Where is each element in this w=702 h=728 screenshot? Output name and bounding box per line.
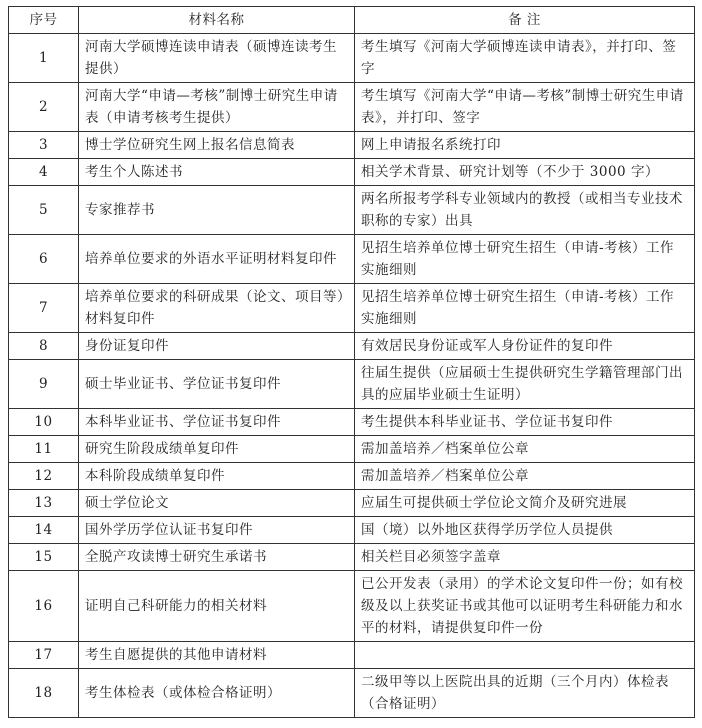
material-name-cell: 硕士学位论文 (79, 490, 355, 517)
header-serial-no: 序号 (9, 7, 79, 34)
remarks-cell: 应届生可提供硕士学位论文简介及研究进展 (355, 490, 695, 517)
table-row (9, 360, 695, 409)
material-name-cell: 考生体检表（或体检合格证明） (79, 669, 355, 718)
remarks-cell: 两名所报考学科专业领域内的教授（或相当专业技术职称的专家）出具 (355, 186, 695, 235)
material-name-cell: 硕士毕业证书、学位证书复印件 (79, 360, 355, 409)
serial-no-cell: 9 (9, 360, 79, 409)
table-row (9, 159, 695, 186)
material-name-cell: 全脱产攻读博士研究生承诺书 (79, 544, 355, 571)
serial-no-cell: 10 (9, 409, 79, 436)
remarks-cell: 考生提供本科毕业证书、学位证书复印件 (355, 409, 695, 436)
material-name-cell: 专家推荐书 (79, 186, 355, 235)
remarks-cell: 需加盖培养／档案单位公章 (355, 463, 695, 490)
serial-no-cell: 6 (9, 235, 79, 284)
table-row (9, 284, 695, 333)
table-row (9, 517, 695, 544)
material-name-cell: 考生自愿提供的其他申请材料 (79, 642, 355, 669)
material-name-cell: 证明自己科研能力的相关材料 (79, 571, 355, 642)
remarks-cell: 见招生培养单位博士研究生招生（申请-考核）工作实施细则 (355, 284, 695, 333)
table-row (9, 186, 695, 235)
remarks-cell: 国（境）以外地区获得学历学位人员提供 (355, 517, 695, 544)
table-row (9, 642, 695, 669)
serial-no-cell: 17 (9, 642, 79, 669)
header-material-name: 材料名称 (79, 7, 355, 34)
remarks-cell: 见招生培养单位博士研究生招生（申请-考核）工作实施细则 (355, 235, 695, 284)
table-row (9, 409, 695, 436)
remarks-cell: 相关学术背景、研究计划等（不少于 3000 字） (355, 159, 695, 186)
serial-no-cell: 13 (9, 490, 79, 517)
material-name-cell: 河南大学硕博连读申请表（硕博连读考生提供） (79, 34, 355, 83)
serial-no-cell: 14 (9, 517, 79, 544)
table-row (9, 34, 695, 83)
serial-no-cell: 15 (9, 544, 79, 571)
materials-table (8, 6, 695, 718)
serial-no-cell: 4 (9, 159, 79, 186)
remarks-cell: 考生填写《河南大学“申请—考核”制博士研究生申请表》，并打印、签字 (355, 83, 695, 132)
table-row (9, 463, 695, 490)
material-name-cell: 本科毕业证书、学位证书复印件 (79, 409, 355, 436)
remarks-cell: 往届生提供（应届硕士生提供研究生学籍管理部门出具的应届毕业硕士生证明） (355, 360, 695, 409)
remarks-cell: 需加盖培养／档案单位公章 (355, 436, 695, 463)
serial-no-cell: 18 (9, 669, 79, 718)
table-row (9, 669, 695, 718)
material-name-cell: 培养单位要求的科研成果（论文、项目等）材料复印件 (79, 284, 355, 333)
remarks-cell: 网上申请报名系统打印 (355, 132, 695, 159)
material-name-cell: 博士学位研究生网上报名信息简表 (79, 132, 355, 159)
remarks-cell: 已公开发表（录用）的学术论文复印件一份；如有校级及以上获奖证书或其他可以证明考生科研能力和水平的材料，请提供复印件一份 (355, 571, 695, 642)
remarks-cell: 相关栏目必须签字盖章 (355, 544, 695, 571)
serial-no-cell: 1 (9, 34, 79, 83)
table-row (9, 83, 695, 132)
material-name-cell: 河南大学“申请—考核”制博士研究生申请表（申请考核考生提供） (79, 83, 355, 132)
table-row (9, 571, 695, 642)
table-row (9, 333, 695, 360)
header-remarks: 备 注 (355, 7, 695, 34)
table-row (9, 235, 695, 284)
material-name-cell: 考生个人陈述书 (79, 159, 355, 186)
serial-no-cell: 2 (9, 83, 79, 132)
material-name-cell: 研究生阶段成绩单复印件 (79, 436, 355, 463)
serial-no-cell: 5 (9, 186, 79, 235)
table-row (9, 490, 695, 517)
remarks-cell: 有效居民身份证或军人身份证件的复印件 (355, 333, 695, 360)
remarks-cell: 考生填写《河南大学硕博连读申请表》，并打印、签字 (355, 34, 695, 83)
table-row (9, 544, 695, 571)
serial-no-cell: 11 (9, 436, 79, 463)
table-header-row (9, 7, 695, 34)
table-row (9, 436, 695, 463)
serial-no-cell: 7 (9, 284, 79, 333)
material-name-cell: 培养单位要求的外语水平证明材料复印件 (79, 235, 355, 284)
material-name-cell: 身份证复印件 (79, 333, 355, 360)
serial-no-cell: 16 (9, 571, 79, 642)
serial-no-cell: 3 (9, 132, 79, 159)
remarks-cell: 二级甲等以上医院出具的近期（三个月内）体检表（合格证明） (355, 669, 695, 718)
serial-no-cell: 12 (9, 463, 79, 490)
table-row (9, 132, 695, 159)
serial-no-cell: 8 (9, 333, 79, 360)
remarks-cell (355, 642, 695, 669)
material-name-cell: 国外学历学位认证书复印件 (79, 517, 355, 544)
material-name-cell: 本科阶段成绩单复印件 (79, 463, 355, 490)
